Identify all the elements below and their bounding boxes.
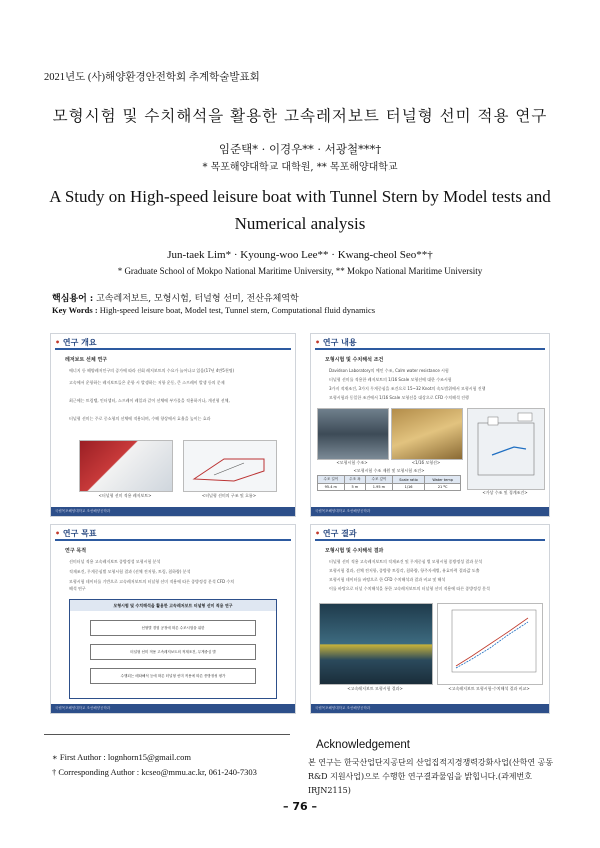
table-caption: <모형시험 수조 제원 및 모형시험 조건> [353,468,425,473]
affiliation-korean: * 목포해양대학교 대학원, ** 목포해양대학교 [202,162,398,173]
model-test-result-photo [319,603,433,685]
figure-caption: <모형시험 수조> [336,460,368,465]
bullet: 모형시험 데이터를 바탕으로 한 CFD 수치해석과 결과 비교 및 해석 [329,577,446,582]
keywords-korean [52,291,299,304]
panel-heading: • 연구 목표 [55,529,97,538]
panel-heading: • 연구 결과 [315,529,357,538]
result-comparison-chart [437,603,543,685]
footnote-divider [44,734,290,735]
diagram-step: 선형별 경험 공정에 따른 수조시험을 위한 [90,620,256,636]
poster-panel-results [310,524,550,714]
bullet: 터널형 선미를 적용한 레저보트의 1/16 Scale 모형선에 대한 수조시험 [329,377,452,382]
tank-spec-table [317,475,461,491]
paper-title-korean: 모형시험 및 수치해석을 활용한 고속레저보트 터널형 선미 적용 연구 [52,107,548,125]
acknowledgement-body: 본 연구는 한국산업단지공단의 산업집적지경쟁력강화사업(산학연 공동 R&D 지원사업)으로 수행한 연구결과물임을 밝힙니다.(과제번호 IRJN2115) [308,758,554,795]
table-row: 95.4 m 5 m 1.95 m 1/16 21 ºC [318,484,461,491]
figure-caption: <고속레저보트 모형시험-수치해석 결과 비교> [448,686,530,691]
panel-subheading: 모형시험 및 수치해석 결과 [325,548,384,554]
panel-subheading: 레저보트 선체 연구 [65,357,108,363]
poster-panel-overview [50,333,296,517]
panel-heading: • 연구 내용 [315,338,357,347]
bullet: 터널형 선미는 주로 중소형의 선체에 적용되며, 수해 향상에서 효율을 높이는 효과 [69,416,211,421]
keywords-english-label: Key Words : [52,305,98,315]
keywords-english-text: High-speed leisure boat, Model test, Tunnel stern, Computational fluid dynamics [99,305,376,315]
panel-footer: 국립목포해양대학교 조선해양공학과 [315,706,371,710]
footnote-first-author: ∗ First Author : lognhorn15@gmail.com [52,752,191,762]
keywords-english [52,305,375,315]
bullet: 적재조건, 무게중심별 모형시험 결과 (선체 전저항, 트림, 침하량) 분석 [69,569,191,574]
keywords-korean-label: 핵심용어 : [52,294,94,304]
page-number: – 76 – [283,800,317,813]
figure-caption: <터널형 선미 적용 레저보트> [98,493,152,498]
paper-title-english: A Study on High-speed leisure boat with Tunnel Stern by Model tests and Numerical analysis [49,187,551,233]
tunnel-stern-structure-diagram [183,440,277,492]
figure-caption: <고속레저보트 모형시험 결과> [347,686,403,691]
towing-tank-photo [317,408,389,460]
model-ship-photo [391,408,463,460]
figure-caption: <터널형 선미의 구조 및 흐름> [201,493,257,498]
panel-heading: • 연구 개요 [55,338,97,347]
panel-footer: 국립목포해양대학교 조선해양공학과 [315,509,371,513]
acknowledgement-heading: Acknowledgement [316,739,410,751]
diagram-step: 수행되는 메타해석 등에 따른 터널형 선미 적용에 따른 종방정성 평가 [90,668,256,684]
keywords-korean-text: 고속레저보트, 모형시험, 터널형 선미, 전산유체역학 [96,294,299,304]
bullet: 이를 바탕으로 터널 수치해석을 통한 고속레저보트의 터널형 선미 적용에 따른 종방정성 분석 [329,586,490,591]
bullet: 해석 연구 [69,586,86,591]
panel-subheading: 모형시험 및 수치해석 조건 [325,357,384,363]
bullet: 모형시험 결과, 선체 전저항, 종방향 트림각, 침하량, 항주자세별, 유효마력 결과값 도출 [329,568,480,573]
bullet: 3가지 적재조건, 3가지 무게중심을 조건으로 15~32 Knot의 속도범위에서 모형시험 진행 [329,386,486,391]
bullet: 모형시험과 동일한 조건에서 1/16 Scale 모형선을 대상으로 CFD 수치해석 진행 [329,395,469,400]
figure-caption: <1/16 모형선> [411,460,441,465]
panel-footer: 국립목포해양대학교 조선해양공학과 [55,706,111,710]
bullet: 터널형 선미 적용 고속레저보트의 적재조건 및 무게중심 별 모형시험 종방정성 결과 분석 [329,559,483,564]
tunnel-stern-boat-photo [79,440,173,492]
figure-caption: <가상 수조 및 경계조건> [482,490,528,495]
authors-english: Jun-taek Lim* · Kyoung-woo Lee** · Kwang-cheol Seo**† [167,249,433,261]
bullet: Davidson Laboratory의 예인 수조, Calm water resistance 시험 [329,368,449,373]
virtual-tank-diagram [467,408,545,490]
bullet: 에너지 등 해양레저인구의 증가에 따라 선회 레저보트의 수요가 늘어나고 있음(17년 4만5천명) [69,368,235,373]
authors-korean: 임준택* · 이경우** · 서광철***† [218,142,382,156]
affiliation-english: * Graduate School of Mokpo National Maritime University, ** Mokpo National Maritime University [117,266,483,276]
bullet: 고속에서 운항하는 레저보트들은 운항 시 발생하는 저항 운동, 큰 스프레이 발생 등의 문제 [69,380,225,385]
diagram-step: 터널형 선미 적용 고속레저보트의 적재조건, 무게중심 별 [90,644,256,660]
bullet: 모형시험 데이터를 기반으로 고속레저보트의 터널형 선미 적용에 따른 종방정성 분석 CFD 수치 [69,579,235,584]
bullet: 최근에는 트림탭, 인터셉터, 스프레이 레일과 같이 선체에 부가물을 적용하거나, 개선형 선체, [69,398,230,403]
poster-panel-contents [310,333,550,517]
table-header-row: 수조 길이 수조 폭 수조 깊이 Scale ratio Water temp [318,476,461,484]
diagram-title: 모형시험 및 수치해석을 활용한 고속레저보트 터널형 선미 적용 연구 [70,600,276,611]
panel-footer: 국립목포해양대학교 조선해양공학과 [55,509,111,513]
bullet: 선미터널 적용 고속레저보트 종방정성 모형시험 분석 [69,559,161,564]
panel-subheading: 연구 목적 [65,548,87,554]
conference-header: 2021년도 (사)해양환경안전학회 추계학술발표회 [44,72,260,83]
footnote-corresponding-author: † Corresponding Author : kcseo@mmu.ac.kr, 061-240-7303 [52,767,257,777]
poster-panel-objectives [50,524,296,714]
research-flow-diagram [69,599,277,699]
